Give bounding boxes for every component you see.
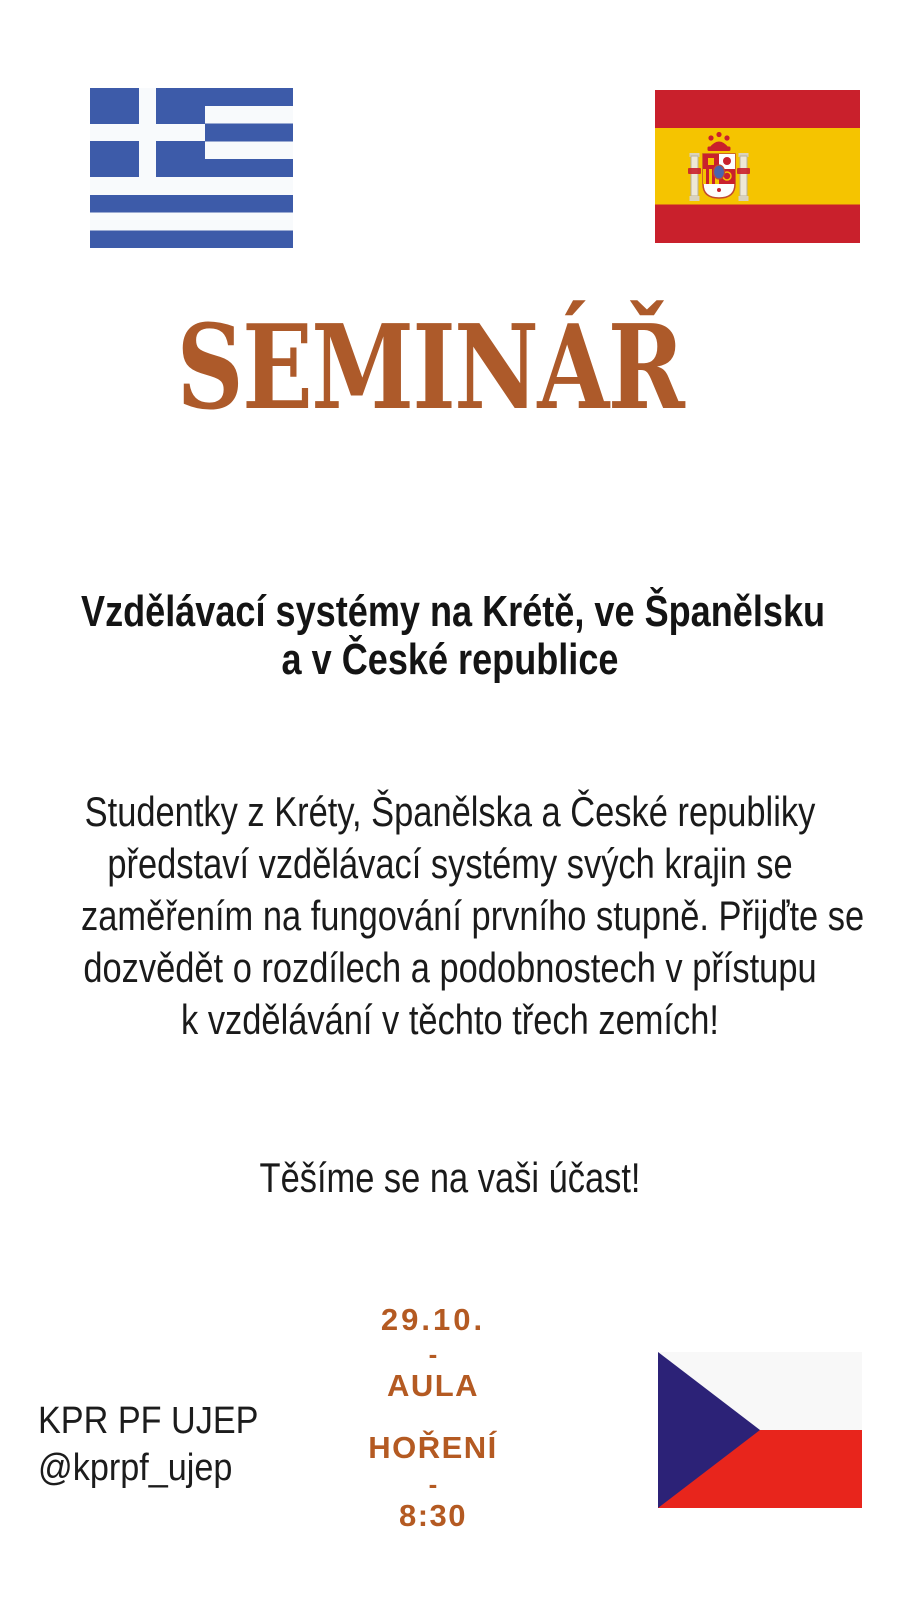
poster-title: SEMINÁŘ <box>176 300 684 436</box>
greece-cross-horizontal <box>90 124 205 142</box>
event-description-line-4: dozvědět o rozdílech a podobnostech v přístupu <box>83 944 817 991</box>
schedule-block <box>333 1302 533 1534</box>
event-heading-line-1: Vzdělávací systémy na Krétě, ve Španělsku <box>81 587 826 636</box>
event-description-line-3: zaměřením na fungování prvního stupně. Přijďte se <box>81 892 865 939</box>
event-heading <box>81 587 826 684</box>
spain-flag <box>655 90 860 243</box>
event-description-line-1: Studentky z Kréty, Španělska a České republiky <box>84 788 816 835</box>
greece-flag <box>90 88 293 248</box>
schedule-separator: - <box>428 1339 438 1369</box>
schedule-separator: - <box>428 1469 438 1499</box>
greece-flag-canton <box>90 88 205 177</box>
organizer-name: KPR PF UJEP <box>38 1400 259 1442</box>
czech-republic-flag <box>658 1352 862 1508</box>
event-venue-line-1: AULA <box>386 1368 480 1403</box>
event-venue-line-2: HOŘENÍ <box>368 1430 498 1465</box>
event-description-line-2: představí vzdělávací systémy svých krajin se <box>107 840 793 887</box>
event-heading-line-2: a v České republice <box>281 635 619 684</box>
event-time: 8:30 <box>398 1498 468 1533</box>
event-description <box>81 786 865 1046</box>
event-date: 29.10. <box>380 1302 486 1337</box>
organizer-instagram-handle: @kprpf_ujep <box>38 1447 233 1489</box>
event-description-line-5: k vzdělávání v těchto třech zemích! <box>181 996 719 1043</box>
organizer-block <box>38 1398 258 1492</box>
spain-coat-of-arms-icon <box>688 130 750 218</box>
closing-line: Těšíme se na vaši účast! <box>259 1154 641 1201</box>
